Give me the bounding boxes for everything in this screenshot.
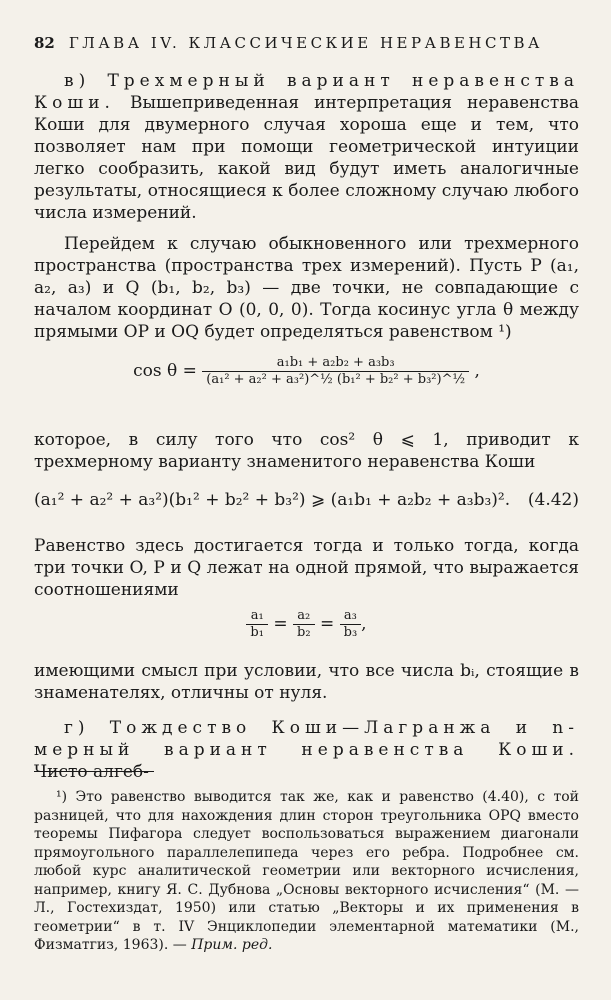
ratio-3 — [340, 608, 362, 641]
formula-cos-fraction — [202, 355, 469, 388]
ratio-1-numerator: a₁ — [246, 608, 268, 625]
footnote-editor-note: Прим. ред. — [191, 937, 273, 953]
formula-cos-theta — [34, 355, 579, 388]
paragraph-condition-text: имеющими смысл при условии, что все числа bᵢ, стоящие в знаменателях, отличны от нуля. — [34, 661, 579, 703]
ratio-3-denominator: b₃ — [343, 625, 358, 640]
section-v-text: Вышеприведенная интерпретация неравенства Коши для двумерного случая хороша еще и тем, что позволяет нам при помощи геометрической интуиции легко сообразить, какой вид будут иметь аналогичные результаты, относящиеся к более сложному случаю любого числа измерений. — [34, 93, 579, 223]
paragraph-equality-text: Равенство здесь достигается тогда и только тогда, когда три точки O, P и Q лежат на одной прямой, что выражается соотношениями — [34, 536, 579, 600]
footnote-text: Это равенство выводится так же, как и равенство (4.40), с той разницей, что для нахождения длин сторон треугольника OPQ вместо теоремы Пифагора следует воспользоваться выражением диагонали прямоугольного параллелепипеда через его ребра. Подробнее см. любой курс аналитической геометрии или векторного исчисления, например, книгу Я. С. Дубнова „Основы векторного исчисления“ (М. — Л., Гостехиздат, 1950) или статью „Векторы и их применения в геометрии“ в т. IV Энциклопедии элементарной математики (М., Физматгиз, 1963). — — [34, 789, 579, 953]
ratio-eq-1: = — [273, 614, 288, 634]
paragraph-cauchy-intro-text: которое, в силу того что cos² θ ⩽ 1, приводит к трехмерному варианту знаменитого неравенства Коши — [34, 430, 579, 472]
equation-number: (4.42) — [527, 490, 579, 510]
section-g-text: Чисто алгеб- — [34, 762, 149, 782]
ratio-2-denominator: b₂ — [297, 625, 311, 640]
paragraph-points — [34, 233, 579, 343]
footnote-divider — [34, 771, 154, 772]
ratio-1 — [246, 608, 268, 641]
paragraph-points-text: Перейдем к случаю обыкновенного или трехмерного пространства (пространства трех измерений). Пусть P (a₁, a₂, a₃) и Q (b₁, b₂, b₃) — две точки, не совпадающие с началом координат O (0, 0, 0). Тогда косинус угла θ между прямыми OP и OQ будет определяться равенством ¹) — [34, 234, 579, 342]
paragraph-condition — [34, 660, 579, 704]
ratio-3-numerator: a₃ — [340, 608, 362, 625]
section-g-paragraph — [34, 717, 579, 783]
paragraph-equality — [34, 535, 579, 601]
chapter-title: ГЛАВА IV. КЛАССИЧЕСКИЕ НЕРАВЕНСТВА — [68, 34, 543, 52]
section-v-heading: в) Трехмерный вариант неравенства Коши. — [34, 71, 579, 113]
ratio-2 — [293, 608, 315, 641]
section-g-heading: г) Тождество Коши—Лагранжа и n-мерный вариант неравенства Коши. — [34, 718, 579, 760]
section-v-paragraph — [34, 70, 579, 224]
formula-ratios — [34, 608, 579, 641]
formula-cos-trail: , — [474, 361, 480, 381]
running-header — [34, 34, 579, 52]
ratio-2-numerator: a₂ — [293, 608, 315, 625]
ratio-1-denominator: b₁ — [250, 625, 264, 640]
paragraph-cauchy-intro — [34, 429, 579, 473]
ratio-trail: , — [361, 614, 367, 634]
formula-cos-lhs: cos θ = — [133, 361, 197, 381]
footnote-marker: ¹) — [56, 789, 68, 805]
ratio-eq-2: = — [319, 614, 335, 634]
formula-cos-denominator: (a₁² + a₂² + a₃²)^½ (b₁² + b₂² + b₃²)^½ — [206, 372, 466, 387]
formula-4-42-expr: (a₁² + a₂² + a₃²)(b₁² + b₂² + b₃²) ⩾ (a₁b₁ + a₂b₂ + a₃b₃)². — [34, 490, 511, 510]
page-number: 82 — [34, 34, 55, 52]
formula-cos-numerator: a₁b₁ + a₂b₂ + a₃b₃ — [202, 355, 469, 372]
formula-4-42 — [34, 490, 579, 510]
footnote — [34, 788, 579, 955]
